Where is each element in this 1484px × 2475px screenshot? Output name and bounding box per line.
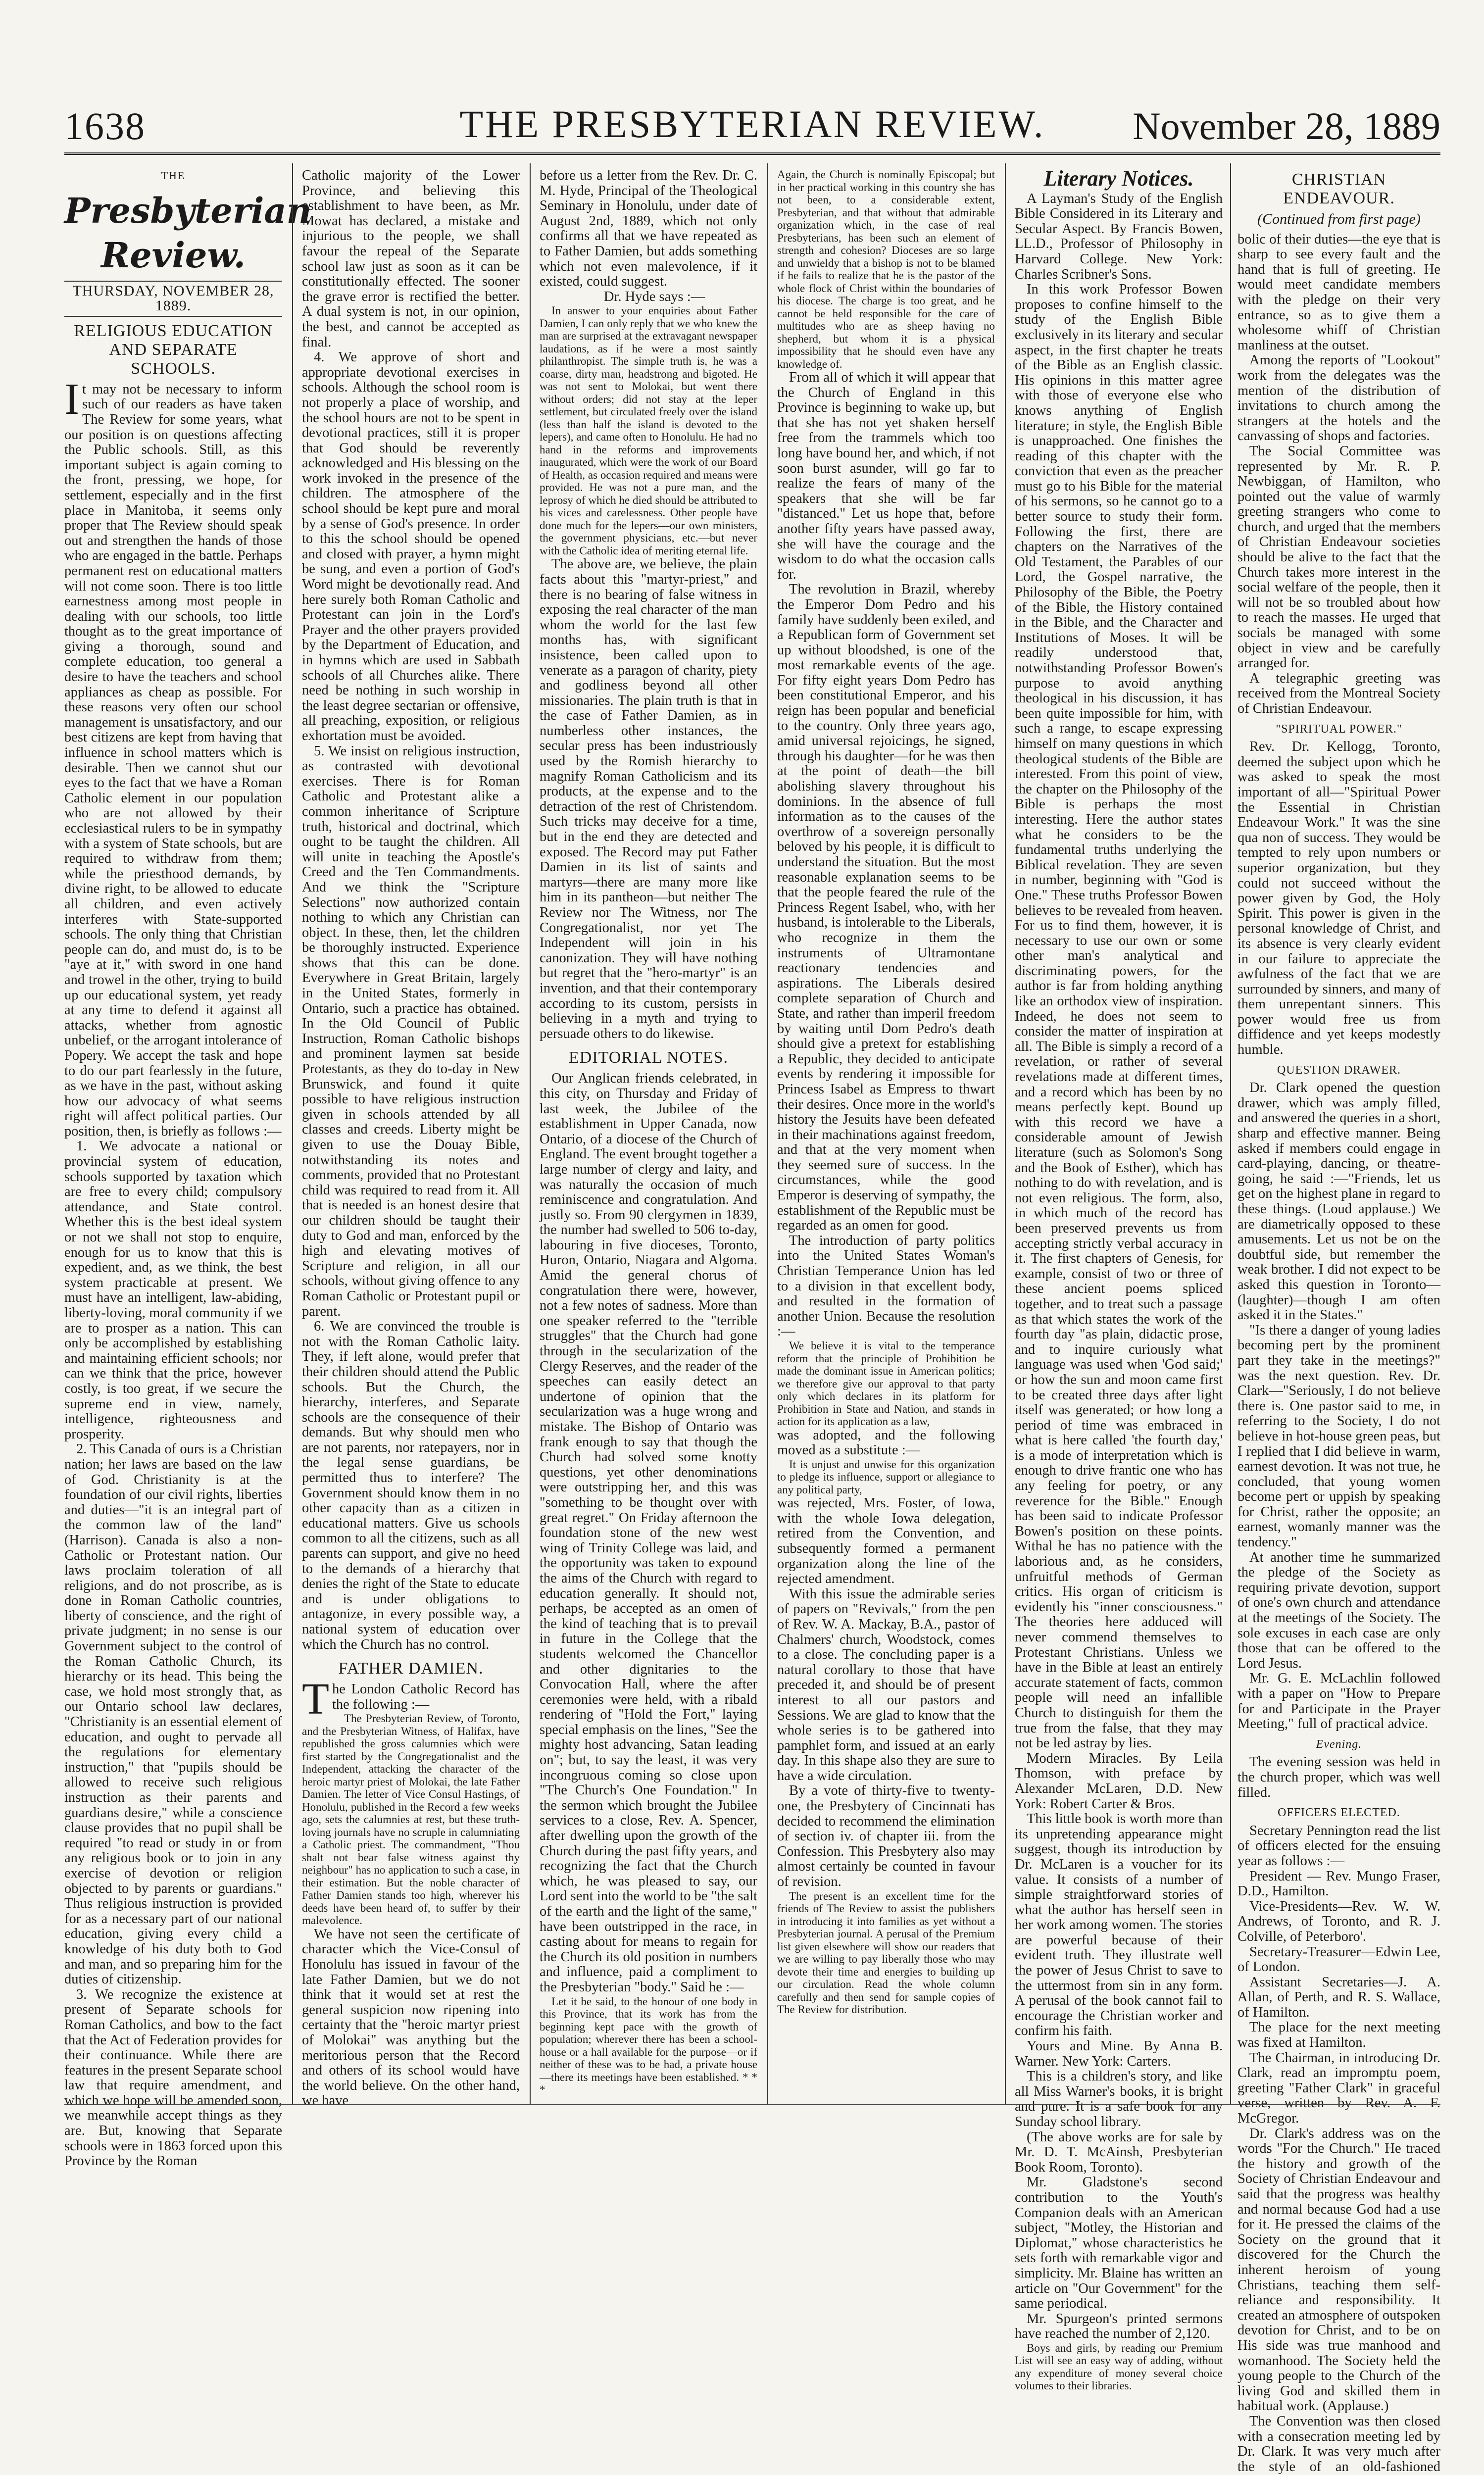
subheading: "SPIRITUAL POWER." [1276, 722, 1402, 736]
article-heading-editorial-notes: EDITORIAL NOTES. [569, 1048, 728, 1067]
paragraph: 5. We insist on religious instruction, as contrasted with devotional exercises. There is for Roman Catholic and Protestant alike a common inheritance of Scripture truth, historical and doctrinal, which ought to be taught the children. All will unite in teaching the Apostle's Creed and the Ten Commandments. And we think the "Scripture Selections" now authorized contain nothing to which any Christian can object. In these, then, let the children be thoroughly instructed. Experience shows that this can be done. Everywhere in Great Britain, largely in the United States, formerly in Ontario, such a practice has obtained. In the Old Council of Public Instruction, Roman Catholic bishops and prominent laymen sat beside Protestants, as they do to-day in New Brunswick, and found it quite possible to have religious instruction given in schools attended by all classes and creeds. Liberty might be given to use the Douay Bible, notwithstanding its notes and comments, provided that no Protestant child was required to read from it. All that is needed is an honest desire that our children should be taught their duty to God and man, enforced by the high and elevating motives of Scripture and religion, in all our schools, without giving offence to any Roman Catholic or Protestant pupil or parent. [302, 743, 520, 1319]
paragraph: 3. We recognize the existence at present of Separate schools for Roman Catholics, and bow to the fact that the Act of Federation provides for their continuance. While there are features in the present Separate school law that require amendment, and which we hope will be amended soon, we meanwhile accept things as they are. But, knowing that Separate schools were in 1863 forced upon this Province by the Roman [64, 1986, 282, 2169]
column-divider [767, 163, 768, 2104]
paragraph: This is a children's story, and like all Miss Warner's books, it is bright and pure. It is a safe book for any Sunday school library. [1015, 2069, 1223, 2129]
paragraph: In this work Professor Bowen proposes to confine himself to the study of the English Bible exclusively in its literary and secular aspect, in the first chapter he treats of the Bible as an English classic. His opinions in this matter agree with those of everyone else who knows anything of English literature; in style, the English Bible is unapproached. One finishes the reading of this chapter with the conviction that even as the preacher must go to his Bible for the material of his sermons, so he cannot go to a better source to study their form. Following the first, there are chapters on the Narratives of the Old Testament, the Parables of our Lord, the Gospel narrative, the Philosophy of the Bible, the Poetry of the Bible, the History contained in the Bible, and the Character and Institutions of Moses. It will be readily understood that, notwithstanding Professor Bowen's purpose to avoid anything theological in his discussion, it has been quite impossible for him, with such a range, to escape expressing himself on many questions in which theological students of the Bible are interested. From this point of view, the chapter on the Philosophy of the Bible is perhaps the most interesting. Here the author states what he considers to be the fundamental truths underlying the Biblical revelation. They are seven in number, beginning with "God is One." These truths Professor Bowen believes to be revealed from heaven. For us to find them, however, it is necessary to use our own or some other man's analytical and discriminating powers, for the author is far from holding anything like an orthodox view of inspiration. Indeed, he does not seem to consider the matter of inspiration at all. The Bible is simply a record of a revelation, or rather of several revelations made at different times, and a record which has been by no means perfectly kept. Bound up with this record we have a considerable amount of Jewish literature (such as Solomon's Song and the Book of Esther), which has nothing to do with revelation, and is not even religious. The form, also, in which much of the record has been preserved prevents us from accepting strictly verbal accuracy in it. The first chapters of Genesis, for example, consist of two or three of these ancient poems spliced together, and to treat such a passage as that which states the work of the fourth day "as plain, didactic prose, and to inquire curiously what language was used when 'God said;' or how the sun and moon came first to be created three days after light itself was generated; or how long a period of time was embraced in what is here called 'the fourth day,' is a mode of interpretation which is enough to drive frantic one who has any feeling for poetry, or any reverence for the Bible." Enough has been said to indicate Professor Bowen's position on these points. Withal he has no patience with the laborious and, as he considers, unfruitful methods of German critics. His organ of criticism is evidently his "inner consciousness." The theories here adduced will never commend themselves to Protestant Christians. Unless we have in the Bible at least an entirely accurate statement of facts, common people will need an infallible Church to distinguish for them the true from the false, that they may not be led astray by lies. [1015, 282, 1223, 1751]
column-divider [530, 163, 531, 2104]
paragraph: The London Catholic Record has the following :— [302, 1675, 520, 1724]
column-5 [1015, 166, 1223, 2392]
paragraph: A telegraphic greeting was received from the Montreal Society of Christian Endeavour. [1237, 670, 1440, 716]
paragraph: "Is there a danger of young ladies becoming pert by the prominent part they take in the meetings?" was the next question. Rev. Dr. Clark—"Seriously, I do not believe there is. One pastor said to me, in referring to the Society, I do not believe in hot-house green peas, but I replied that I did believe in warm, earnest devotion. It was not true, he concluded, that young women become pert or uppish by speaking for Christ, rather the opposite; an earnest, womanly manner was the tendency." [1237, 1322, 1440, 1550]
subheading: QUESTION DRAWER. [1277, 1063, 1401, 1077]
column-3 [540, 168, 757, 2099]
page-number: 1638 [64, 104, 146, 148]
paragraph: 6. We are convinced the trouble is not with the Roman Catholic laity. They, if left alone, would prefer that their children should attend the Public schools. But the Church, the hierarchy, interferes, and Separate schools are the consequence of their demands. But why should men who are not parents, nor ratepayers, nor in the legal sense guardians, be permitted thus to interfere? The Government should know them in no other capacity than as a citizen in educational matters. Give us schools common to all the citizens, such as all parents can support, and give no heed to the demands of a hierarchy that denies the right of the State to educate and is under obligations to antagonize, in every possible way, a national system of education over which the Church has no control. [302, 1319, 520, 1652]
paragraph: Dr. Clark opened the question drawer, which was amply filled, and answered the queries in a short, sharp and effective manner. Being asked if members could engage in card-playing, dancing, or theatre-going, he said :—"Friends, let us get on the highest plane in regard to these things. (Loud applause.) We are diametrically opposed to these amusements. Let us not be on the doubtful side, but remember the weak brother. I did not expect to be asked this question in Toronto—(laughter)—though I am often asked it in the States." [1237, 1080, 1440, 1323]
paragraph: 4. We approve of short and appropriate devotional exercises in schools. Although the school room is not properly a place of worship, and the school hours are not to be spent in devotional practices, still it is proper that God should be reverently acknowledged and His blessing on the work invoked in the presence of the children. The atmosphere of the school should be kept pure and moral by a sense of God's presence. In order to this the school should be opened and closed with prayer, a hymn might be sung, and even a portion of God's Word might be devotionally read. And here surely both Roman Catholic and Protestant can join in the Lord's Prayer and the other prayers provided by the Department of Education, and in hymns which are used in Sabbath schools of all Churches alike. There need be nothing in such worship in the least degree sectarian or offensive, all preaching, exposition, or religious exhortation must be avoided. [302, 349, 520, 743]
paragraph: With this issue the admirable series of papers on "Revivals," from the pen of Rev. W. A. Mackay, B.A., pastor of Chalmers' church, Woodstock, comes to a close. The concluding paper is a natural corollary to those that have preceded it, and should be of present interest to all our pastors and Sessions. We are glad to know that the whole series is to be gathered into pamphlet form, and issued at an early day. In this shape also they are sure to have a wide circulation. [777, 1586, 995, 1783]
footer-rule [64, 2104, 1440, 2105]
paragraph: Among the reports of "Lookout" work from the delegates was the mention of the distribution of invitations to church among the strangers at the hotels and the canvassing of shops and factories. [1237, 352, 1440, 444]
quoted-passage: Again, the Church is nominally Episcopal; but in her practical working in this country she has not been, to a considerable extent, Presbyterian, and that without that admirable organization which, in the case of real Presbyterians, has been such an element of strength and cohesion? Dioceses are so large and unwieldy that a bishop is not to be blamed if he fails to realize that he is the pastor of the whole flock of Christ within the boundaries of his diocese. The charge is too great, and he cannot be held responsible for the care of multitudes who are as sheep having no shepherd, but whom it is a physical impossibility that he should even have any knowledge of. [777, 168, 995, 370]
quoted-letter: In answer to your enquiries about Father Damien, I can only reply that we who knew the man are surprised at the extravagant newspaper laudations, as if he were a most saintly philanthropist. The simple truth is, he was a coarse, dirty man, headstrong and bigoted. He was not sent to Molokai, but went there without orders; did not stay at the leper settlement, but circulated freely over the island (less than half the island is devoted to the lepers), and came often to Honolulu. He had no hand in the reforms and improvements inaugurated, which were the work of our Board of Health, as occasion required and means were provided. He was not a pure man, and the leprosy of which he died should be attributed to his vices and carelessness. Other people have done much for the lepers—our own ministers, the government physicians, etc.—but never with the Catholic idea of meriting eternal life. [540, 304, 757, 557]
paragraph: The Convention was then closed with a consecration meeting led by Dr. Clark. It was very much after the style of an old-fashioned [1237, 2413, 1440, 2475]
issue-date: November 28, 1889 [1133, 104, 1440, 148]
masthead: Presbyterian Review. [64, 190, 312, 276]
paragraph: Mr. Spurgeon's printed sermons have reached the number of 2,120. [1015, 2311, 1223, 2342]
paragraph: Assistant Secretaries—J. A. Allan, of Perth, and R. S. Wallace, of Hamilton. [1237, 1974, 1440, 2020]
paragraph: bolic of their duties—the eye that is sharp to see every fault and the hand that is full of greeting. He would meet candidate members with the pledge on their very entrance, so as to give them a wholesome whiff of Christian manliness at the outset. [1237, 231, 1440, 353]
paragraph: Our Anglican friends celebrated, in this city, on Thursday and Friday of last week, the Jubilee of the establishment in Upper Canada, now Ontario, of a diocese of the Church of England. The event brought together a large number of clergy and laity, and was naturally the occasion of much reminiscence and congratulation. And justly so. From 90 clergymen in 1839, the number had swelled to 506 to-day, labouring in five dioceses, Toronto, Huron, Ontario, Niagara and Algoma. Amid the general chorus of congratulation there were, however, not a few notes of sadness. More than one speaker referred to the "terrible struggles" that the Church had gone through in the secularization of the Clergy Reserves, and the reader of the speeches can easily detect an undertone of opinion that the secularization was a huge wrong and mistake. The Bishop of Ontario was frank enough to say that though the Church had solved some knotty questions, yet other denominations were outstripping her, and this was "something to be thought over with great regret." On Friday afternoon the foundation stone of the new west wing of Trinity College was laid, and the opportunity was taken to expound the aims of the Church with regard to education generally. It should not, perhaps, be accepted as an omen of the kind of teaching that is to prevail in future in the College that the students welcomed the Chancellor and other dignitaries to the Convocation Hall, where the after ceremonies were held, with a ribald rendering of "Hold the Fort," laying special emphasis on the lines, "See the mighty host advancing, Satan leading on"; but, to say the least, it was very incongruous coming so close upon "The Church's One Foundation." In the sermon which brought the Jubilee services to a close, Rev. A. Spencer, after dwelling upon the growth of the Church during the past fifty years, and recognizing the fact that the Church which, he was pleased to say, our Lord sent into the world to be "the salt of the earth and the light of the same," have been outstripped in the race, in casting about for means to regain for the Church its old position in numbers and influence, paid a compliment to the Presbyterian "body." Said he :— [540, 1071, 757, 1995]
paragraph: President — Rev. Mungo Fraser, D.D., Hamilton. [1237, 1868, 1440, 1899]
publication-title: THE PRESBYTERIAN REVIEW. [459, 102, 1045, 146]
book-notice: Yours and Mine. By Anna B. Warner. New York: Carters. [1015, 2038, 1223, 2069]
column-divider [1230, 163, 1231, 2104]
paragraph: was adopted, and the following moved as a substitute :— [777, 1427, 995, 1458]
continued-note: (Continued from first page) [1257, 211, 1421, 227]
book-notice: A Layman's Study of the English Bible Considered in its Literary and Secular Aspect. By Francis Bowen, LL.D., Professor of Philosophy in Harvard College. New York: Charles Scribner's Sons. [1015, 191, 1223, 282]
column-1 [64, 168, 312, 2169]
paragraph: At another time he summarized the pledge of the Society as requiring private devotion, support of one's own church and attendance at the meetings of the Society. The sole excuses in each case are only those that can be offered to the Lord Jesus. [1237, 1549, 1440, 1671]
paragraph: before us a letter from the Rev. Dr. C. M. Hyde, Principal of the Theological Seminary in Honolulu, under date of August 2nd, 1889, which not only confirms all that we have repeated as to Father Damien, but adds something which not even malevolence, if it existed, could suggest. [540, 168, 757, 290]
masthead-the: THE [161, 169, 186, 182]
paragraph: It may not be necessary to inform such of our readers as have taken The Review for some years, what our position is on questions affecting the Public schools. Still, as this important subject is again coming to the front, pressing, we hope, for settlement, especially and in the first place in Manitoba, it seems only proper that The Review should speak out and strengthen the hands of those who are engaged in the battle. Perhaps permanent rest on educational matters will not come soon. There is too little earnestness among most people in dealing with our schools, too little thought as to the great importance of giving a thorough, sound and complete education, too general a desire to have the teachers and school appliances as cheap as possible. For these reasons very often our school management is unsatisfactory, and our best citizens are kept from having that influence in school matters which is desirable. Then we cannot shut our eyes to the fact that we have a Roman Catholic element in our population who are not allowed by their ecclesiastical rulers to be in sympathy with a system of State schools, but are required to withdraw from them; while the priesthood demands, by divine right, to be allowed to educate all children, and even actively interferes with State-supported schools. The only thing that Christian people can do, and must do, is to be "aye at it," with sword in one hand and trowel in the other, trying to build up our educational system, yet ready at any time to defend it against all attacks, whether from agnostic unbelief, or the arrogant intolerance of Popery. We accept the task and hope to do our part fearlessly in the future, as we have in the past, without asking how our advocacy of what seems right will affect political parties. Our position, then, is briefly as follows :— [64, 374, 282, 1139]
paragraph: Rev. Dr. Kellogg, Toronto, deemed the subject upon which he was asked to speak the most important of all—"Spiritual Power the Essential in Christian Endeavour Work." It was the sine qua non of success. They would be tempted to rely upon numbers or superior organization, but they could not succeed without the power given by God, the Holy Spirit. This power is given in the personal knowledge of Christ, and its absence is very clearly evident in our failure to appreciate the awfulness of the fact that we are surrounded by sinners, and many of them unrepentant sinners. This power would free us from diffidence and yet keeps modestly humble. [1237, 739, 1440, 1058]
article-heading-education: RELIGIOUS EDUCATION AND SEPARATE SCHOOLS. [74, 321, 273, 378]
quoted-passage: Let it be said, to the honour of one body in this Province, that its work has from the beginning kept pace with the growth of population; wherever there has been a school-house or a hall available for the purpose—or if neither of these was to be had, a private house—there its meetings have been established. * * * [540, 1995, 757, 2096]
subheading: OFFICERS ELECTED. [1278, 1806, 1400, 1820]
header-rule [64, 152, 1440, 155]
masthead-dateline: THURSDAY, NOVEMBER 28, 1889. [64, 281, 282, 317]
column-2 [302, 168, 520, 2109]
paragraph: was rejected, Mrs. Foster, of Iowa, with the whole Iowa delegation, retired from the Convention, and subsequently formed a permanent organization along the line of the rejected amendment. [777, 1495, 995, 1587]
section-heading-christian-endeavour: CHRISTIAN ENDEAVOUR. [1283, 170, 1395, 207]
paragraph: Secretary Pennington read the list of officers elected for the ensuing year as follows :— [1237, 1823, 1440, 1869]
article-heading-damien: FATHER DAMIEN. [338, 1659, 484, 1678]
paragraph: Vice-Presidents—Rev. W. W. Andrews, of Toronto, and R. J. Colville, of Peterboro'. [1237, 1898, 1440, 1944]
paragraph: The Chairman, in introducing Dr. Clark, read an impromptu poem, greeting "Father Clark" in graceful verse, written by Rev. A. F. McGregor. [1237, 2050, 1440, 2127]
column-divider [292, 163, 293, 2104]
paragraph: The Social Committee was represented by Mr. R. P. Newbiggan, of Hamilton, who pointed out the value of warmly greeting strangers who come to church, and urged that the members of Christian Endeavour societies should be alive to the fact that the Church takes more interest in the social welfare of the people, then it will not be so troubled about how to reach the masses. He urged that socials be managed with some object in view and be carefully arranged for. [1237, 443, 1440, 671]
book-notice: Modern Miracles. By Leila Thomson, with preface by Alexander McLaren, D.D. New York: Robert Carter & Bros. [1015, 1750, 1223, 1812]
column-6 [1237, 168, 1440, 2475]
section-heading-literary-notices: Literary Notices. [1043, 166, 1194, 191]
paragraph: The above are, we believe, the plain facts about this "martyr-priest," and there is no bearing of false witness in exposing the real character of the man whom the world for the last few months has, with significant insistence, been called upon to venerate as a paragon of charity, piety and godliness beyond all other missionaries. The plain truth is that in the case of Father Damien, as in numberless other instances, the secular press has been industriously used by the Romish hierarchy to magnify Roman Catholicism and its products, at the expense and to the detraction of the rest of Christendom. Such tricks may deceive for a time, but in the end they are detected and exposed. The Record may put Father Damien in its list of saints and martyrs—there are many more like him in its pantheon—but neither The Review nor The Witness, nor The Congregationalist, nor yet The Independent will join in his canonization. They will have nothing but regret that the "hero-martyr" is an invention, and that their contemporary according to its custom, persists in believing in a myth and trying to persuade others to do likewise. [540, 556, 757, 1041]
paragraph: This little book is worth more than its unpretending appearance might suggest, though its introduction by Dr. McLaren is a voucher for its value. It consists of a number of simple straightforward stories of what the author has herself seen in her work among women. The stories are powerful because of their evident truth. They illustrate well the power of Jesus Christ to save to the uttermost from sin in any form. A perusal of the book cannot fail to encourage the Christian worker and confirm his faith. [1015, 1811, 1223, 2039]
paragraph: The evening session was held in the church proper, which was well filled. [1237, 1754, 1440, 1800]
paragraph: The introduction of party politics into the United States Woman's Christian Temperance Union has led to a division in that excellent body, and resulted in the formation of another Union. Because the resolution :— [777, 1233, 995, 1339]
paragraph: By a vote of thirty-five to twenty-one, the Presbytery of Cincinnati has decided to recommend the elimination of section iv. of chapter iii. from the Confession. This Presbytery also may almost certainly be counted in favour of revision. [777, 1783, 995, 1890]
column-divider [1005, 163, 1006, 2104]
quoted-resolution: We believe it is vital to the temperance reform that the principle of Prohibition be made the dominant issue in American politics; we therefore give our approval to that party only which declares in its platform for Prohibition in State and Nation, and stands in action for its application as a law, [777, 1339, 995, 1428]
column-4 [777, 168, 995, 2099]
paragraph: Mr. Gladstone's second contribution to the Youth's Companion deals with an American subject, "Motley, the Historian and Diplomat," whose characteristics he sets forth with remarkable vigor and simplicity. Mr. Blaine has written an article on "Our Government" for the same periodical. [1015, 2175, 1223, 2312]
running-header [64, 99, 1440, 148]
subheading: Evening. [1316, 1737, 1362, 1751]
paragraph: The place for the next meeting was fixed at Hamilton. [1237, 2020, 1440, 2051]
paragraph: Dr. Clark's address was on the words "For the Church." He traced the history and growth of the Society of Christian Endeavour and said that the progress was healthy and normal because God had a use for it. He pressed the claims of the Society on the ground that it discovered for the Church the inherent heroism of young Christians, teaching them self-reliance and responsibility. It created an atmosphere of outspoken devotion for Christ, and to be on His side was true manhood and womanhood. The Society held the young people to the Church of the living God and skilled them in habitual work. (Applause.) [1237, 2126, 1440, 2414]
quoted-substitute: It is unjust and unwise for this organization to pledge its influence, support or allegiance to any political party, [777, 1458, 995, 1496]
paragraph: The revolution in Brazil, whereby the Emperor Dom Pedro and his family have suddenly been exiled, and a Republican form of Government set up without bloodshed, is one of the most remarkable events of the age. For fifty eight years Dom Pedro has been constitutional Emperor, and his reign has been popular and beneficial to the country. Only three years ago, amid universal rejoicings, he signed, through his daughter—for he was then at the point of death—the bill abolishing slavery throughout his dominions. In the absence of full information as to the causes of the overthrow of a sovereign personally beloved by his people, it is difficult to understand the situation. But the most reasonable explanation seems to be that the people feared the rule of the Princess Regent Isabel, who, with her husband, is intolerable to the Liberals, who recognize in them the instruments of Ultramontane reactionary tendencies and aspirations. The Liberals desired complete separation of Church and State, and rather than imperil freedom by waiting until Dom Pedro's death should give a pretext for establishing a Republic, they decided to anticipate events by rendering it impossible for Princess Isabel as Empress to thwart their desires. Once more in the world's history the Jesuits have been defeated in their machinations against freedom, and that at the very moment when they seemed sure of success. In the circumstances, while the good Emperor is deserving of sympathy, the establishment of the Republic must be regarded as an omen for good. [777, 582, 995, 1234]
premium-notice: The present is an excellent time for the friends of The Review to assist the publishers in introducing it into families as yet without a Presbyterian journal. A perusal of the Premium list given elsewhere will show our readers that we are willing to pay liberally those who may devote their time and energies to building up our circulation. Read the whole column carefully and then send for sample copies of The Review for distribution. [777, 1889, 995, 2016]
paragraph: Mr. G. E. McLachlin followed with a paper on "How to Prepare for and Participate in the Prayer Meeting," full of practical advice. [1237, 1671, 1440, 1732]
paragraph: From all of which it will appear that the Church of England in this Province is beginning to wake up, but that she has not yet shaken herself free from the trammels which too long have bound her, and which, if not soon burst asunder, will go far to realize the fears of many of the speakers that she will be far "distanced." Let us hope that, before another fifty years have passed away, she will have the courage and the wisdom to do what the occasion calls for. [777, 370, 995, 582]
paragraph: Catholic majority of the Lower Province, and believing this establishment to have been, as Mr. Mowat has declared, a mistake and injurious to the people, we shall favour the repeal of the Separate school law just as soon as it can be constitutionally effected. The sooner the grave error is rectified the better. A dual system is not, in our opinion, the best, and cannot be accepted as final. [302, 168, 520, 350]
paragraph: We have not seen the certificate of character which the Vice-Consul of Honolulu has issued in favour of the late Father Damien, but we do not think that it would set at rest the general suspicion now ripening into certainty that the "heroic martyr priest of Molokai" was anything but the meritorious person that the Record and others of its school would have the world believe. On the other hand, we have [302, 1926, 520, 2109]
paragraph: 2. This Canada of ours is a Christian nation; her laws are based on the law of God. Christianity is at the foundation of our civil rights, liberties and duties—"it is an integral part of the common law of the land" (Harrison). Canada is also a non-Catholic or Protestant nation. Our laws proclaim toleration of all religions, and do not proscribe, as is done in Roman Catholic countries, liberty of conscience, and the right of private judgment; in no sense is our Government subject to the control of the Roman Catholic Church, its hierarchy or its head. This being the case, we hold most strongly that, as our Ontario school law declares, "Christianity is an essential element of education, and ought to pervade all the regulations for elementary instruction," that "pupils should be allowed to receive such religious instruction as their parents and guardians desire," while a conscience clause provides that no pupil shall be required "to read or study in or from any religious book or to join in any exercise of devotion or religion objected to by parents or guardians." Thus religious instruction is provided for as a necessary part of our national education, giving every child a knowledge of his duty both to God and man, and so preparing him for the duties of citizenship. [64, 1441, 282, 1987]
paragraph: Dr. Hyde says :— [603, 289, 705, 304]
premium-notice: Boys and girls, by reading our Premium List will see an easy way of adding, without any expenditure of money several choice volumes to their libraries. [1015, 2341, 1223, 2392]
paragraph: Secretary-Treasurer—Edwin Lee, of London. [1237, 1944, 1440, 1975]
paragraph: (The above works are for sale by Mr. D. T. McAinsh, Presbyterian Book Room, Toronto). [1015, 2129, 1223, 2175]
paragraph: 1. We advocate a national or provincial system of education, schools supported by taxation which are free to every child; compulsory attendance, and State control. Whether this is the best ideal system or not we shall not stop to enquire, enough for us to know that this is expedient, and, as we think, the best system practicable at present. We must have an intelligent, law-abiding, liberty-loving, moral community if we are to prosper as a nation. This can only be accomplished by establishing and maintaining efficient schools; nor can we think that the price, however costly, is too great, if we secure the supreme end in view, namely, intelligence, righteousness and prosperity. [64, 1138, 282, 1442]
quoted-passage: The Presbyterian Review, of Toronto, and the Presbyterian Witness, of Halifax, have republished the gross calumnies which were first started by the Congregationalist and the Independent, attacking the character of the heroic martyr priest of Molokai, the late Father Damien. The letter of Vice Consul Hastings, of Honolulu, published in the Record a few weeks ago, sets the calumnies at rest, but these truth-loving journals have no scruple in calumniating a Catholic priest. The commandment, "Thou shalt not bear false witness against thy neighbour" has no application to such a case, in their estimation. But the noble character of Father Damien stands too high, wherever his deeds have been heard of, to suffer by their malevolence. [302, 1712, 520, 1927]
